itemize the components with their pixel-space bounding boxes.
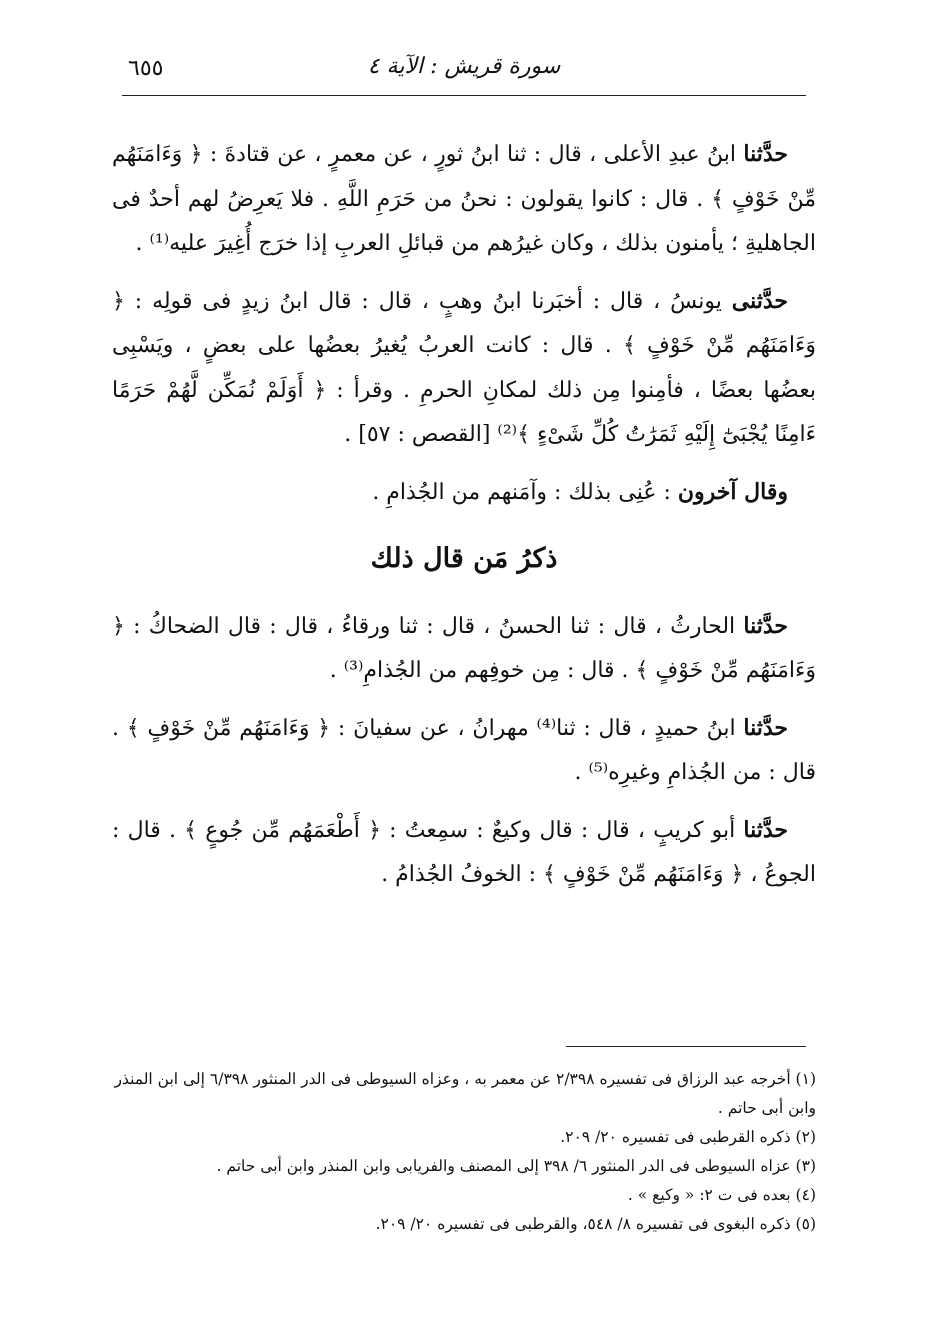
footnote: (٥) ذكره البغوى فى تفسيره ٨/ ٥٤٨، والقرطبى فى تفسيره ٢٠/ ٢٠٩.	[375, 1215, 816, 1233]
paragraph-lead: حدَّثنى	[731, 287, 788, 314]
paragraph	[112, 706, 816, 796]
main-text	[112, 132, 816, 910]
header-rule	[122, 95, 806, 96]
footnote-rule	[566, 1046, 806, 1047]
paragraph-text: ابنُ عبدِ الأعلى ، قال : ثنا ابنُ ثورٍ ، عن معمرٍ ، عن قتادةَ : ﴿ وَءَامَنَهُم مِّنْ خَوْفٍ ﴾ . قال : كانوا يقولون : نحنُ من حَرَمِ اللَّهِ . فلا يَعرِضُ لهم أحدٌ فى الجاهليةِ ؛ يأمنون بذلك ، وكان غيرُهم من قبائلِ العربِ إذا خرَج أُغِيرَ عليه⁽¹⁾ .	[112, 142, 816, 256]
footnote: (٤) بعده فى ت ٢: « وكيع » .	[627, 1186, 816, 1204]
page-number: ٦٥٥	[128, 56, 164, 81]
paragraph	[112, 279, 816, 458]
footnotes	[112, 1065, 816, 1239]
paragraph-lead: حدَّثنا	[743, 816, 788, 843]
footnote: (١) أخرجه عبد الرزاق فى تفسيره ٢/٣٩٨ عن معمر به ، وعزاه السيوطى فى الدر المنثور ٦/٣٩٨ إلى ابن المنذر وابن أبى حاتم .	[114, 1070, 816, 1117]
paragraph-lead: وقال آخرون	[677, 478, 788, 505]
running-head: سورة قريش : الآية ٤	[367, 54, 561, 79]
paragraph	[112, 808, 816, 898]
section-heading: ذكرُ مَن قال ذلك	[370, 543, 558, 574]
paragraph-text: يونسُ ، قال : أخبَرنا ابنُ وهبٍ ، قال : قال ابنُ زيدٍ فى قولِه : ﴿ وَءَامَنَهُم مِّنْ خَوْفٍ ﴾ . قال : كانت العربُ يُغيرُ بعضُها على بعضٍ ، ويَسْبِى بعضُها بعضًا ، فأمِنوا مِن ذلك لمكانِ الحرمِ . وقرأ : ﴿ أَوَلَمْ نُمَكِّن لَّهُمْ حَرَمًا ءَامِنًا يُجْبَىٰٓ إِلَيْهِ ثَمَرَٰتُ كُلِّ شَىْءٍ ﴾⁽²⁾ [القصص : ٥٧] .	[112, 288, 816, 447]
paragraph-text: الحارثُ ، قال : ثنا الحسنُ ، قال : ثنا ورقاءُ ، قال : قال الضحاكُ : ﴿ وَءَامَنَهُم مِّنْ خَوْفٍ ﴾ . قال : مِن خوفِهم من الجُذامِ⁽³⁾ .	[112, 613, 816, 683]
paragraph-lead: حدَّثنا	[743, 714, 788, 741]
paragraph-lead: حدَّثنا	[743, 141, 788, 167]
paragraph-text: أبو كريبٍ ، قال : قال وكيعٌ : سمِعتُ : ﴿ أَطْعَمَهُم مِّن جُوعٍ ﴾ . قال : الجوعُ ، ﴿ وَءَامَنَهُم مِّنْ خَوْفٍ ﴾ : الخوفُ الجُذامُ .	[112, 817, 816, 887]
paragraph	[112, 132, 816, 267]
page-header	[110, 50, 818, 90]
footnote: (٢) ذكره القرطبى فى تفسيره ٢٠/ ٢٠٩.	[560, 1128, 816, 1146]
paragraph	[112, 470, 816, 516]
paragraph-lead: حدَّثنا	[743, 612, 788, 639]
paragraph	[112, 604, 816, 694]
paragraph-text: ابنُ حميدٍ ، قال : ثنا⁽⁴⁾ مهرانُ ، عن سفيانَ : ﴿ وَءَامَنَهُم مِّنْ خَوْفٍ ﴾ . قال : من الجُذامِ وغيرِه⁽⁵⁾ .	[112, 715, 816, 785]
footnote: (٣) عزاه السيوطى فى الدر المنثور ٦/ ٣٩٨ إلى المصنف والفريابى وابن المنذر وابن أبى حاتم .	[216, 1157, 816, 1175]
paragraph-text: : عُنِى بذلك : وآمَنهم من الجُذامِ .	[372, 479, 678, 505]
